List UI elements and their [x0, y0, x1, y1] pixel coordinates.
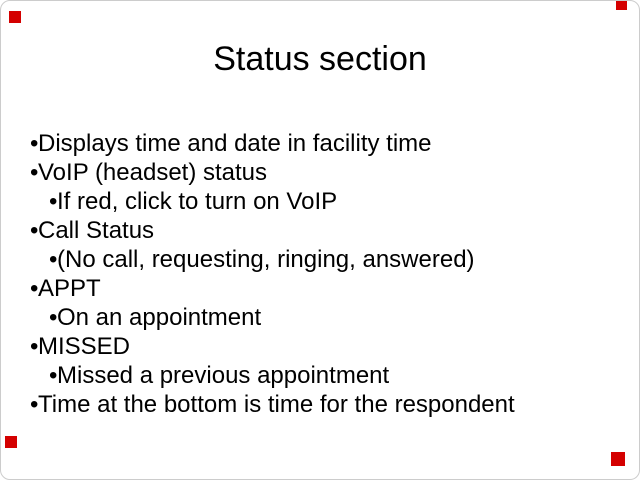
corner-marker-top-right: [616, 1, 627, 10]
bullet-icon: •: [49, 304, 58, 331]
bullet-list: [30, 129, 629, 419]
bullet-text: Missed a previous appointment: [57, 362, 390, 389]
bullet-icon: •: [49, 188, 58, 215]
bullet-item: [30, 274, 629, 303]
corner-marker-bottom-left: [5, 436, 17, 448]
corner-marker-bottom-right: [611, 452, 625, 466]
bullet-item: [30, 303, 629, 332]
bullet-text: VoIP (headset) status: [38, 159, 268, 186]
bullet-item: [30, 361, 629, 390]
bullet-text: Time at the bottom is time for the respondent: [38, 391, 515, 418]
bullet-text: (No call, requesting, ringing, answered): [57, 246, 475, 273]
bullet-icon: •: [30, 275, 39, 302]
bullet-item: [30, 390, 629, 419]
bullet-icon: •: [49, 362, 58, 389]
slide-title: Status section: [213, 40, 427, 78]
bullet-icon: •: [30, 391, 39, 418]
bullet-item: [30, 129, 629, 158]
bullet-item: [30, 332, 629, 361]
bullet-icon: •: [30, 159, 39, 186]
bullet-text: Call Status: [38, 217, 155, 244]
bullet-text: MISSED: [38, 333, 131, 360]
bullet-icon: •: [30, 333, 39, 360]
bullet-text: If red, click to turn on VoIP: [57, 188, 338, 215]
bullet-text: APPT: [38, 275, 101, 302]
bullet-text: Displays time and date in facility time: [38, 130, 432, 157]
bullet-text: On an appointment: [57, 304, 262, 331]
bullet-item: [30, 245, 629, 274]
bullet-item: [30, 187, 629, 216]
bullet-icon: •: [30, 130, 39, 157]
bullet-icon: •: [49, 246, 58, 273]
corner-marker-top-left: [9, 11, 21, 23]
bullet-icon: •: [30, 217, 39, 244]
bullet-item: [30, 158, 629, 187]
bullet-item: [30, 216, 629, 245]
